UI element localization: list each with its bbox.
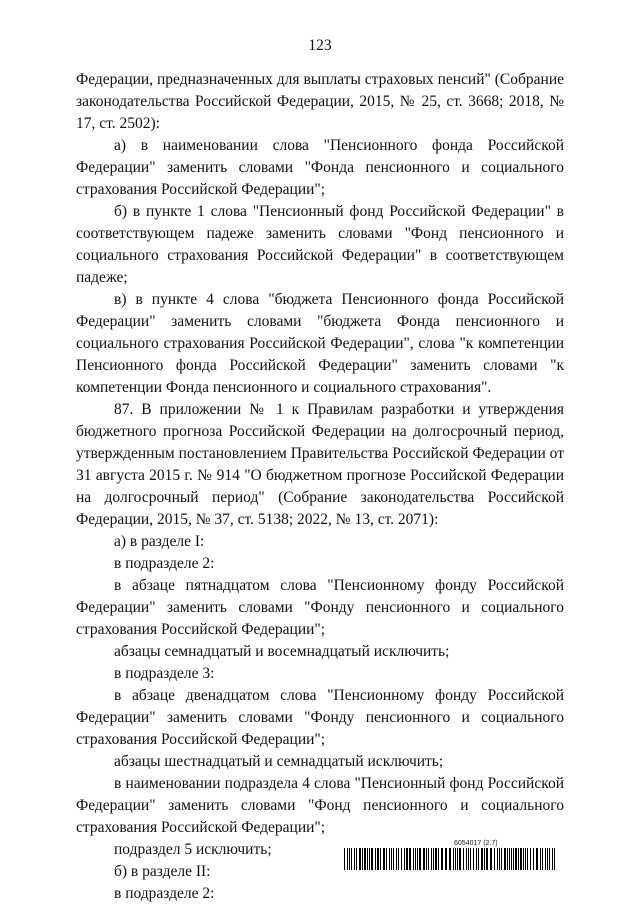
paragraph: в наименовании подраздела 4 слова "Пенсионный фонд Российской Федерации" заменить словами "Фонд пенсионного и социального страхования Российской Федерации"; [76,775,564,836]
document-body [76,69,564,905]
page-number: 123 [308,37,332,54]
document-code: 6054017 (2.7) [454,840,498,847]
paragraph: в) в пункте 4 слова "бюджета Пенсионного фонда Российской Федерации" заменить словами "бюджета Фонда пенсионного и социального страхования Российской Федерации", слова "к компетенции Пенсионного фонда Российской Федерации" заменить словами "к компетенции Фонда пенсионного и социального страхования". [76,291,564,396]
paragraph: Федерации, предназначенных для выплаты страховых пенсий" (Собрание законодательства Российской Федерации, 2015, № 25, ст. 3668; 2018, № 17, ст. 2502): [76,71,564,132]
paragraph: в подразделе 2: [114,885,215,902]
paragraph: абзацы семнадцатый и восемнадцатый исключить; [114,643,450,660]
paragraph: в абзаце пятнадцатом слова "Пенсионному фонду Российской Федерации" заменить словами "Фонду пенсионного и социального страхования Российской Федерации"; [76,577,564,638]
paragraph: в абзаце двенадцатом слова "Пенсионному фонду Российской Федерации" заменить словами "Фонду пенсионного и социального страхования Российской Федерации"; [76,687,564,748]
paragraph: а) в наименовании слова "Пенсионного фонда Российской Федерации" заменить словами "Фонда пенсионного и социального страхования Российской Федерации"; [76,137,564,198]
barcode [344,848,558,870]
paragraph: подраздел 5 исключить; [114,841,272,858]
paragraph: б) в пункте 1 слова "Пенсионный фонд Российской Федерации" в соответствующем падеже заменить словами "Фонд пенсионного и социального страхования Российской Федерации" в соответствующем падеже; [76,203,564,286]
paragraph: б) в разделе II: [114,863,211,880]
paragraph: в подразделе 3: [114,665,215,682]
paragraph: а) в разделе I: [114,533,205,550]
paragraph: абзацы шестнадцатый и семнадцатый исключить; [114,753,444,770]
paragraph: 87. В приложении № 1 к Правилам разработки и утверждения бюджетного прогноза Российской Федерации на долгосрочный период, утвержденным постановлением Правительства Российской Федерации от 31 августа 2015 г. № 914 "О бюджетном прогнозе Российской Федерации на долгосрочный период" (Собрание законодательства Российской Федерации, 2015, № 37, ст. 5138; 2022, № 13, ст. 2071): [76,401,564,528]
paragraph: в подразделе 2: [114,555,215,572]
